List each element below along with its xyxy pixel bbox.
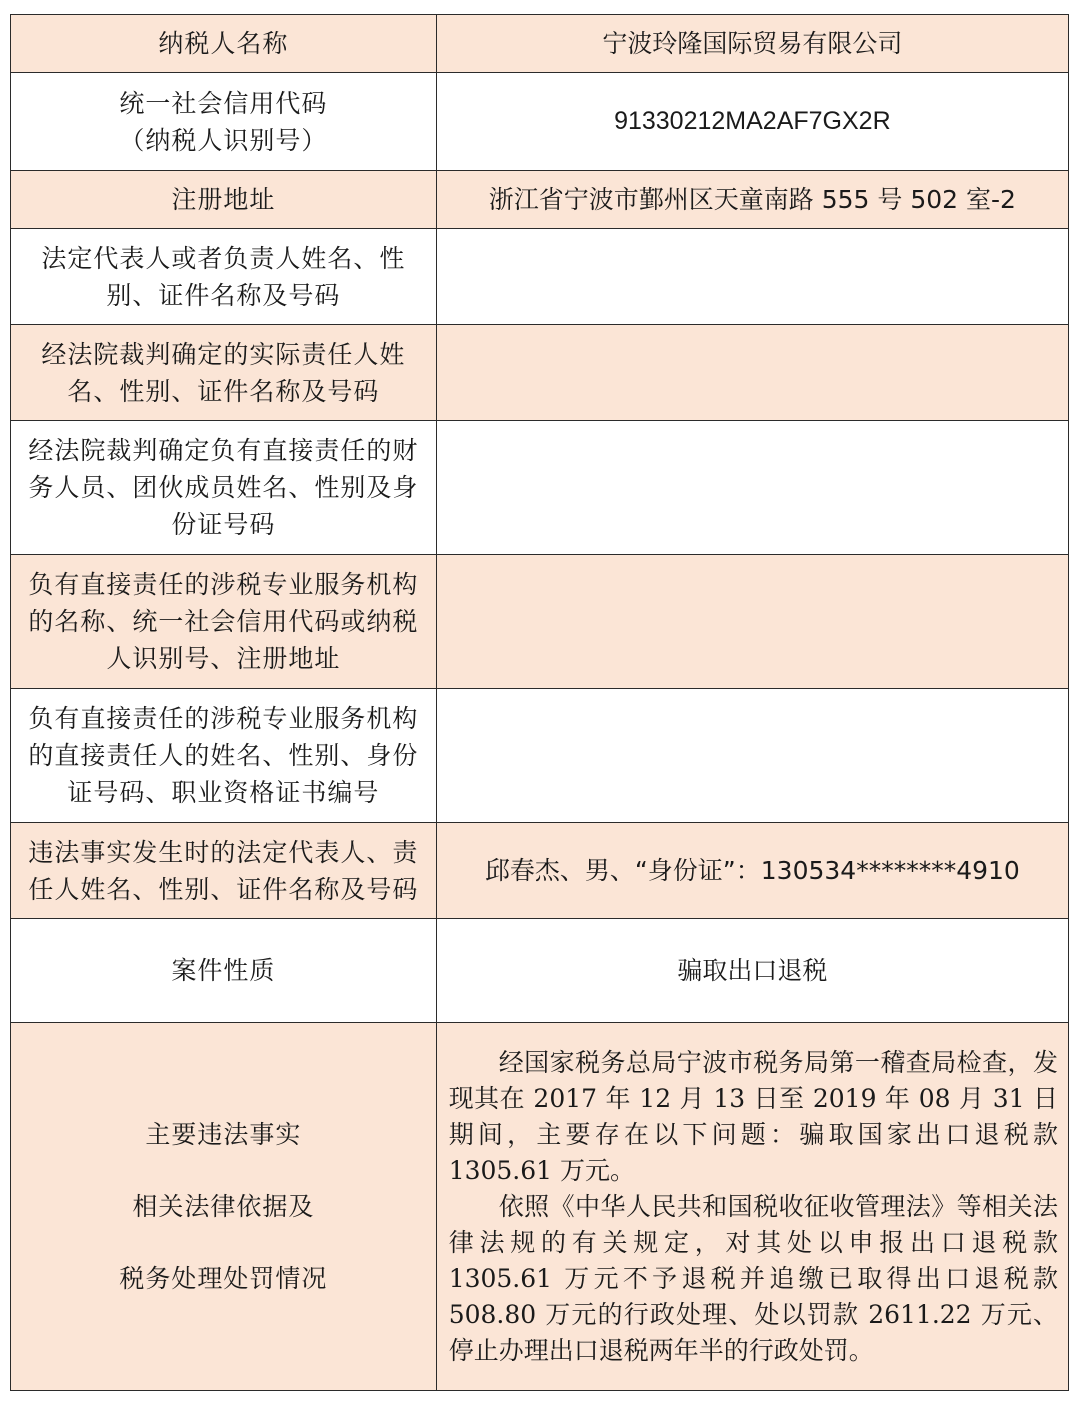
label-agency-responsible-person: 负有直接责任的涉税专业服务机构的直接责任人的姓名、性别、身份证号码、职业资格证书编号 <box>11 689 437 823</box>
facts-paragraph-1: 经国家税务总局宁波市税务局第一稽查局检查，发现其在 2017 年 12 月 13 日至 2019 年 08 月 31 日期间，主要存在以下问题：骗取国家出口退税款 1305.61 万元。 <box>448 1047 1058 1185</box>
facts-label-line3: 税务处理处罚情况 <box>119 1263 328 1293</box>
row-violation-facts <box>11 1023 1069 1391</box>
label-credit-code <box>11 73 437 171</box>
row-representative-at-violation <box>11 823 1069 919</box>
value-finance-staff <box>436 421 1068 555</box>
label-registered-address: 注册地址 <box>11 171 437 229</box>
row-legal-representative <box>11 229 1069 325</box>
label-representative-at-violation: 违法事实发生时的法定代表人、责任人姓名、性别、证件名称及号码 <box>11 823 437 919</box>
facts-label-line2: 相关法律依据及 <box>132 1191 315 1221</box>
label-credit-code-line1: 统一社会信用代码 <box>119 88 328 118</box>
value-violation-facts <box>436 1023 1068 1391</box>
value-agency-responsible-person <box>436 689 1068 823</box>
value-registered-address: 浙江省宁波市鄞州区天童南路 555 号 502 室-2 <box>436 171 1068 229</box>
label-case-nature: 案件性质 <box>11 919 437 1023</box>
row-credit-code <box>11 73 1069 171</box>
value-representative-at-violation: 邱春杰、男、“身份证”：130534********4910 <box>436 823 1068 919</box>
label-legal-representative: 法定代表人或者负责人姓名、性别、证件名称及号码 <box>11 229 437 325</box>
value-service-agency <box>436 555 1068 689</box>
row-agency-responsible-person <box>11 689 1069 823</box>
label-taxpayer-name: 纳税人名称 <box>11 15 437 73</box>
label-violation-facts <box>11 1023 437 1391</box>
value-case-nature: 骗取出口退税 <box>436 919 1068 1023</box>
row-service-agency <box>11 555 1069 689</box>
row-taxpayer-name <box>11 15 1069 73</box>
facts-paragraph-2: 依照《中华人民共和国税收征收管理法》等相关法律法规的有关规定，对其处以申报出口退税款 1305.61 万元不予退税并追缴已取得出口退税款 508.80 万元的行政处理、处以罚款 2611.22 万元、停止办理出口退税两年半的行政处罚。 <box>448 1191 1058 1365</box>
tax-violation-table <box>10 14 1069 1391</box>
facts-label-line1: 主要违法事实 <box>145 1119 302 1149</box>
value-legal-representative <box>436 229 1068 325</box>
label-credit-code-line2: （纳税人识别号） <box>119 125 328 155</box>
label-service-agency: 负有直接责任的涉税专业服务机构的名称、统一社会信用代码或纳税人识别号、注册地址 <box>11 555 437 689</box>
value-taxpayer-name: 宁波玲隆国际贸易有限公司 <box>436 15 1068 73</box>
value-credit-code: 91330212MA2AF7GX2R <box>436 73 1068 171</box>
row-finance-staff <box>11 421 1069 555</box>
label-actual-responsible-person: 经法院裁判确定的实际责任人姓名、性别、证件名称及号码 <box>11 325 437 421</box>
row-case-nature <box>11 919 1069 1023</box>
label-finance-staff: 经法院裁判确定负有直接责任的财务人员、团伙成员姓名、性别及身份证号码 <box>11 421 437 555</box>
value-actual-responsible-person <box>436 325 1068 421</box>
row-actual-responsible-person <box>11 325 1069 421</box>
row-registered-address <box>11 171 1069 229</box>
